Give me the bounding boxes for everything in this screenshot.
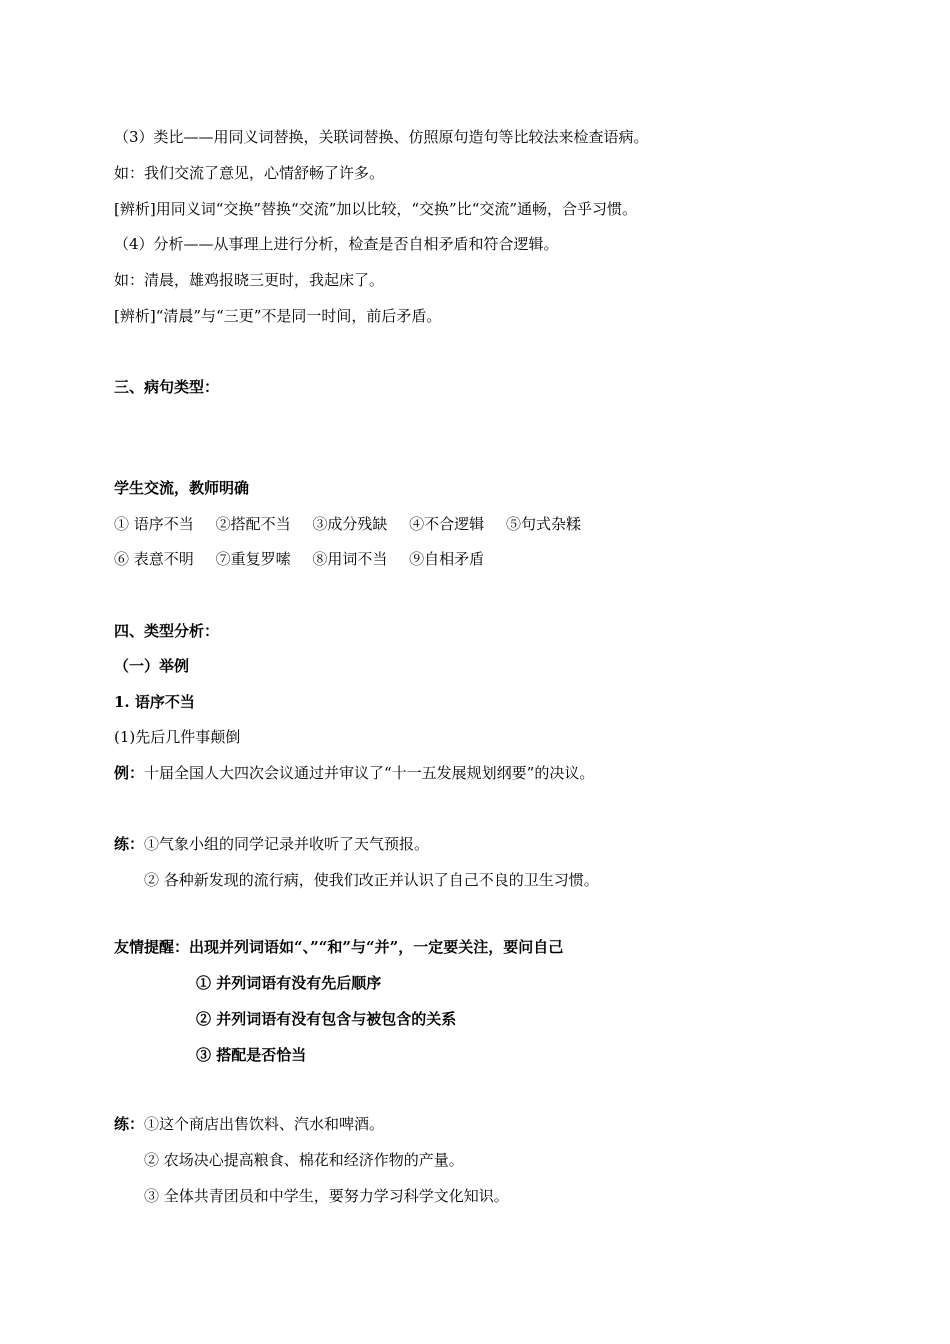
tip-item-3: ③ 搭配是否恰当 bbox=[196, 1046, 307, 1064]
error-type: ②搭配不当 bbox=[215, 515, 291, 533]
error-type: ⑧用词不当 bbox=[312, 550, 388, 568]
point-1-heading: 1. 语序不当 bbox=[114, 693, 195, 711]
error-type: ① 语序不当 bbox=[114, 515, 194, 533]
example-label: 例： bbox=[114, 764, 145, 782]
practice-label: 练： bbox=[114, 1115, 145, 1133]
method-analysis-3: [辨析]用同义词“交换”替换“交流”加以比较，“交换”比“交流”通畅，合乎习惯。 bbox=[114, 200, 638, 218]
method-analysis-4: [辨析]“清晨”与“三更”不是同一时间，前后矛盾。 bbox=[114, 307, 442, 325]
method-example-3: 如：我们交流了意见，心情舒畅了许多。 bbox=[114, 164, 385, 182]
section-four-heading: 四、类型分析： bbox=[114, 622, 220, 640]
section-three-heading: 三、病句类型： bbox=[114, 378, 220, 396]
example-line bbox=[114, 763, 594, 783]
practice-2-line-3: ③ 全体共青团员和中学生，要努力学习科学文化知识。 bbox=[144, 1187, 509, 1205]
practice-label: 练： bbox=[114, 835, 145, 853]
section-three-subheading: 学生交流，教师明确 bbox=[114, 479, 250, 497]
error-type: ③成分残缺 bbox=[312, 515, 388, 533]
tip-item-1: ① 并列词语有没有先后顺序 bbox=[196, 974, 382, 992]
error-types-row-2 bbox=[114, 549, 484, 569]
error-type: ④不合逻辑 bbox=[409, 515, 485, 533]
practice-item: ①气象小组的同学记录并收听了天气预报。 bbox=[144, 835, 430, 853]
practice-1-line-1 bbox=[114, 834, 429, 854]
point-1-subheading: (1)先后几件事颠倒 bbox=[114, 728, 241, 746]
tip-heading: 友情提醒：出现并列词语如“、”“和”与“并”，一定要关注，要问自己 bbox=[114, 938, 564, 956]
practice-item: ①这个商店出售饮料、汽水和啤酒。 bbox=[144, 1115, 385, 1133]
method-item-4: （4）分析——从事理上进行分析，检查是否自相矛盾和符合逻辑。 bbox=[114, 235, 559, 253]
error-type: ⑦重复罗嗦 bbox=[215, 550, 291, 568]
error-type: ⑤句式杂糅 bbox=[505, 515, 581, 533]
practice-2-line-2: ② 农场决心提高粮食、棉花和经济作物的产量。 bbox=[144, 1151, 464, 1169]
error-type: ⑥ 表意不明 bbox=[114, 550, 194, 568]
method-example-4: 如：清晨，雄鸡报晓三更时，我起床了。 bbox=[114, 271, 385, 289]
practice-2-line-1 bbox=[114, 1114, 384, 1134]
section-four-sub-1: （一）举例 bbox=[114, 657, 190, 675]
error-types-row-1 bbox=[114, 514, 581, 534]
method-item-3: （3）类比——用同义词替换，关联词替换、仿照原句造句等比较法来检查语病。 bbox=[114, 128, 649, 146]
example-text: 十届全国人大四次会议通过并审议了“十一五发展规划纲要”的决议。 bbox=[144, 764, 595, 782]
practice-1-line-2: ② 各种新发现的流行病，使我们改正并认识了自己不良的卫生习惯。 bbox=[144, 871, 599, 889]
tip-item-2: ② 并列词语有没有包含与被包含的关系 bbox=[196, 1010, 457, 1028]
error-type: ⑨自相矛盾 bbox=[409, 550, 485, 568]
